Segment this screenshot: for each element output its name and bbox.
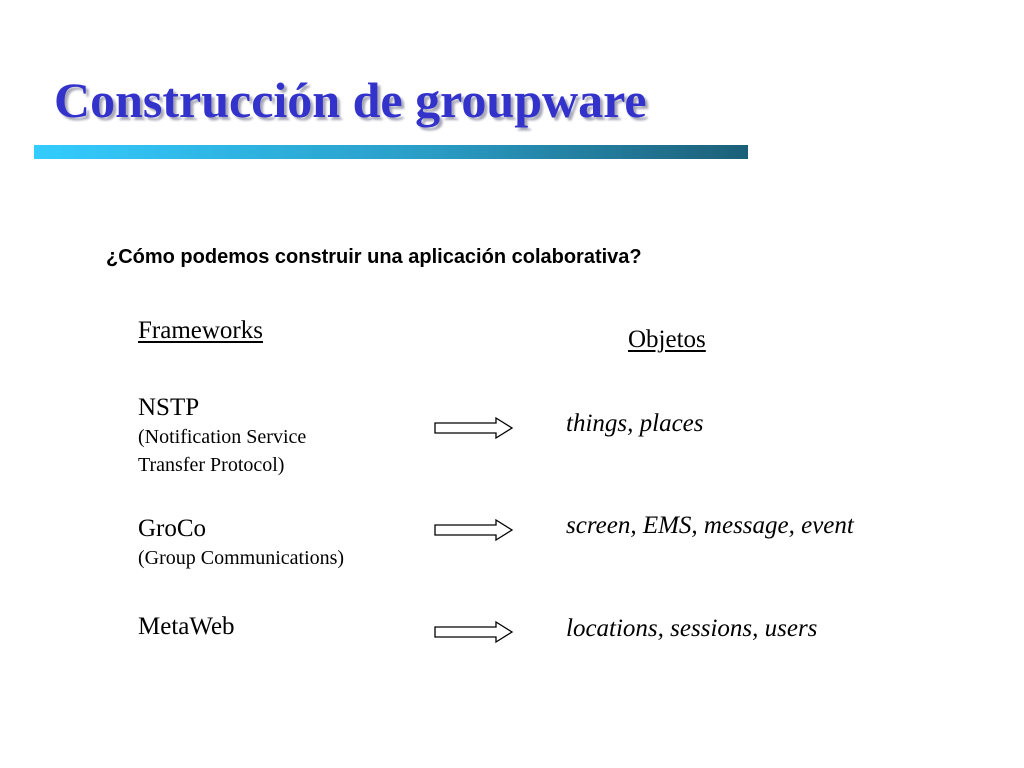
framework-description-line: (Notification Service	[138, 426, 307, 448]
framework-name: MetaWeb	[138, 613, 235, 640]
frameworks-column-header: Frameworks	[138, 317, 263, 344]
title-underline-bar	[34, 145, 748, 159]
double-line-right-arrow-icon	[434, 416, 514, 440]
framework-item	[138, 393, 306, 479]
framework-name: GroCo	[138, 515, 207, 542]
double-line-right-arrow-icon	[434, 620, 514, 644]
slide-title: Construcción de groupware	[54, 72, 647, 128]
framework-objects: screen, EMS, message, event	[566, 512, 854, 539]
double-line-right-arrow-icon	[434, 518, 514, 542]
slide-question: ¿Cómo podemos construir una aplicación colaborativa?	[106, 246, 642, 268]
framework-objects: things, places	[566, 410, 704, 437]
objects-column-header: Objetos	[628, 326, 706, 353]
framework-item	[138, 612, 235, 642]
framework-description-line: (Group Communications)	[138, 547, 345, 569]
framework-name: NSTP	[138, 394, 200, 421]
framework-objects: locations, sessions, users	[566, 615, 818, 642]
framework-item	[138, 514, 344, 572]
framework-description-line: Transfer Protocol)	[138, 454, 285, 476]
